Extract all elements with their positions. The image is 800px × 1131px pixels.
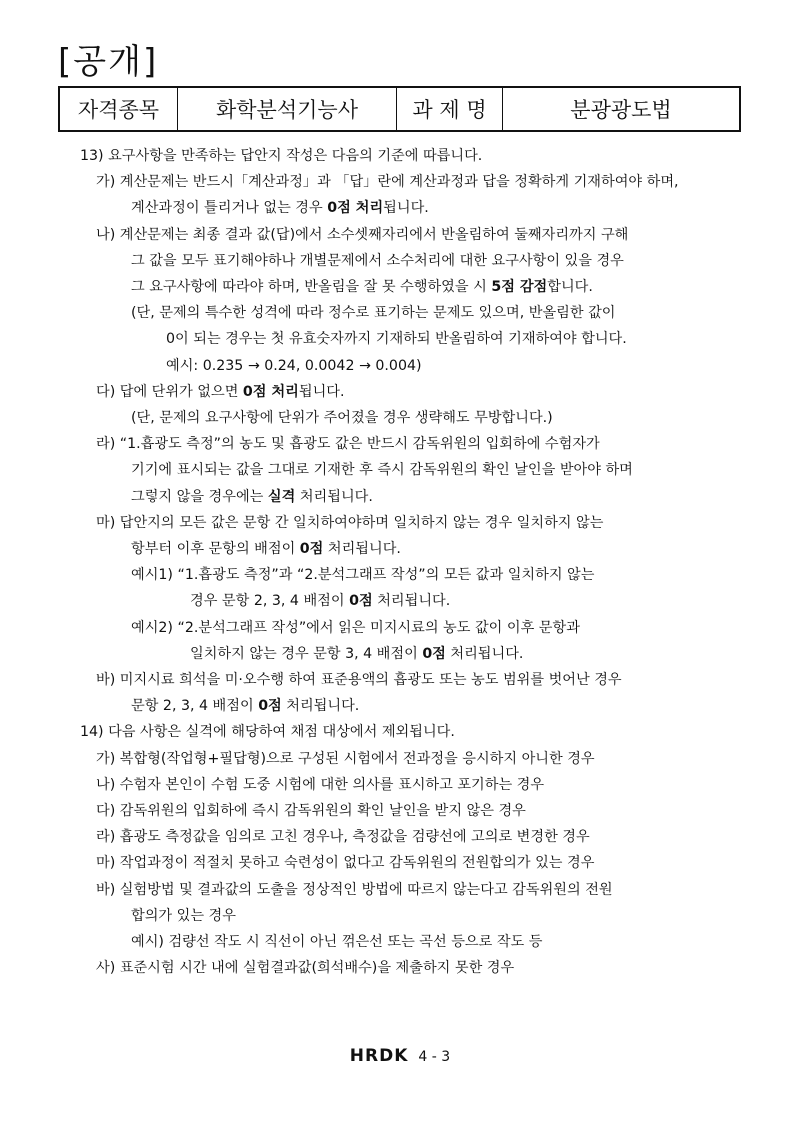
s13-ma-line1: 마) 답안지의 모든 값은 문항 간 일치하여야하며 일치하지 않는 경우 일치하지 않는 bbox=[96, 514, 604, 531]
page-number: 4 - 3 bbox=[418, 1049, 451, 1065]
text: 처리됩니다. bbox=[281, 698, 360, 715]
emphasis: 0점 bbox=[349, 593, 373, 610]
emphasis: 실격 bbox=[267, 488, 296, 505]
text: 처리됩니다. bbox=[372, 593, 451, 610]
value-task: 분광광도법 bbox=[503, 87, 741, 131]
text: 처리됩니다. bbox=[445, 645, 524, 662]
emphasis: 0점 bbox=[422, 645, 446, 662]
page-footer bbox=[0, 1046, 800, 1066]
label-task: 과 제 명 bbox=[397, 87, 503, 131]
s13-da-line1 bbox=[0, 379, 800, 405]
s14-da: 다) 감독위원의 입회하에 즉시 감독위원의 확인 날인을 받지 않은 경우 bbox=[96, 803, 526, 820]
s14-ba-line2: 합의가 있는 경우 bbox=[131, 907, 236, 924]
s13-na-note1: (단, 문제의 특수한 성격에 따라 정수로 표기하는 문제도 있으며, 반올림한 값이 bbox=[131, 305, 616, 322]
emphasis: 0점 bbox=[258, 698, 282, 715]
s13-ga-line2 bbox=[0, 195, 800, 221]
text: 경우 문항 2, 3, 4 배점이 bbox=[190, 593, 350, 610]
text: 일치하지 않는 경우 문항 3, 4 배점이 bbox=[190, 645, 423, 662]
label-field: 자격종목 bbox=[59, 87, 178, 131]
s14-ra: 라) 흡광도 측정값을 임의로 고친 경우나, 측정값을 검량선에 고의로 변경한 경우 bbox=[96, 829, 590, 846]
s13-ba-line2 bbox=[0, 693, 800, 719]
s14-ba-example: 예시) 검량선 작도 시 직선이 아닌 꺾은선 또는 곡선 등으로 작도 등 bbox=[131, 934, 543, 951]
s13-ma-example2-line1: 예시2) “2.분석그래프 작성”에서 읽은 미지시료의 농도 값이 이후 문항과 bbox=[131, 619, 580, 636]
text: 처리됩니다. bbox=[295, 488, 373, 505]
text: 합니다. bbox=[547, 279, 593, 296]
s13-ra-line3 bbox=[0, 484, 800, 510]
text: 항부터 이후 문항의 배점이 bbox=[131, 541, 300, 558]
text: 그렇지 않을 경우에는 bbox=[131, 488, 268, 505]
public-stamp: [공개] bbox=[58, 42, 159, 82]
text: 됩니다. bbox=[298, 383, 345, 400]
info-table bbox=[58, 86, 741, 132]
s14-na: 나) 수험자 본인이 수험 도중 시험에 대한 의사를 표시하고 포기하는 경우 bbox=[96, 776, 545, 793]
s14-ba-line1: 바) 실험방법 및 결과값의 도출을 정상적인 방법에 따르지 않는다고 감독위원의 전원 bbox=[96, 881, 613, 898]
document-body bbox=[0, 143, 800, 982]
value-field: 화학분석기능사 bbox=[178, 87, 397, 131]
emphasis: 0점 처리 bbox=[242, 383, 299, 400]
text: 문항 2, 3, 4 배점이 bbox=[131, 698, 259, 715]
emphasis: 5점 감점 bbox=[491, 279, 548, 296]
s13-na-note2: 0이 되는 경우는 첫 유효숫자까지 기재하되 반올림하여 기재하여야 합니다. bbox=[166, 331, 627, 348]
section-13-heading: 13) 요구사항을 만족하는 답안지 작성은 다음의 기준에 따릅니다. bbox=[80, 148, 483, 164]
text: 처리됩니다. bbox=[323, 541, 401, 558]
text: 됩니다. bbox=[383, 200, 429, 217]
s14-ga: 가) 복합형(작업형+필답형)으로 구성된 시험에서 전과정을 응시하지 아니한 경우 bbox=[96, 750, 595, 767]
text: 계산과정이 틀리거나 없는 경우 bbox=[131, 200, 328, 217]
s13-ba-line1: 바) 미지시료 희석을 미·오수행 하여 표준용액의 흡광도 또는 농도 범위를 벗어난 경우 bbox=[96, 672, 622, 689]
s13-ma-example1-line1: 예시1) “1.흡광도 측정”과 “2.분석그래프 작성”의 모든 값과 일치하지 않는 bbox=[131, 567, 595, 584]
s13-ma-example2-line2 bbox=[0, 641, 800, 667]
s13-na-line1: 나) 계산문제는 최종 결과 값(답)에서 소수셋째자리에서 반올림하여 둘째자리까지 구해 bbox=[96, 226, 629, 243]
emphasis: 0점 bbox=[299, 541, 324, 558]
hrdk-logo: HRDK bbox=[349, 1046, 409, 1066]
text: 그 요구사항에 따라야 하며, 반올림을 잘 못 수행하였을 시 bbox=[131, 279, 492, 296]
s13-ra-line1: 라) “1.흡광도 측정”의 농도 및 흡광도 값은 반드시 감독위원의 입회하에 수험자가 bbox=[96, 436, 600, 453]
s13-ga-line1: 가) 계산문제는 반드시「계산과정」과 「답」란에 계산과정과 답을 정확하게 기재하여야 하며, bbox=[96, 174, 679, 191]
s13-na-line2: 그 값을 모두 표기해야하나 개별문제에서 소수처리에 대한 요구사항이 있을 경우 bbox=[131, 252, 624, 269]
section-14-heading: 14) 다음 사항은 실격에 해당하여 채점 대상에서 제외됩니다. bbox=[80, 724, 455, 741]
s13-na-line3 bbox=[0, 274, 800, 300]
s14-ma: 마) 작업과정이 적절치 못하고 숙련성이 없다고 감독위원의 전원합의가 있는 경우 bbox=[96, 855, 595, 872]
s14-sa: 사) 표준시험 시간 내에 실험결과값(희석배수)을 제출하지 못한 경우 bbox=[96, 960, 515, 977]
emphasis: 0점 처리 bbox=[327, 200, 384, 217]
s13-na-example: 예시: 0.235 → 0.24, 0.0042 → 0.004) bbox=[166, 357, 422, 374]
s13-ra-line2: 기기에 표시되는 값을 그대로 기재한 후 즉시 감독위원의 확인 날인을 받아야 하며 bbox=[131, 462, 633, 479]
s13-ma-line2 bbox=[0, 536, 800, 562]
text: 다) 답에 단위가 없으면 bbox=[96, 383, 243, 400]
s13-da-note: (단, 문제의 요구사항에 단위가 주어졌을 경우 생략해도 무방합니다.) bbox=[131, 410, 553, 427]
s13-ma-example1-line2 bbox=[0, 588, 800, 614]
